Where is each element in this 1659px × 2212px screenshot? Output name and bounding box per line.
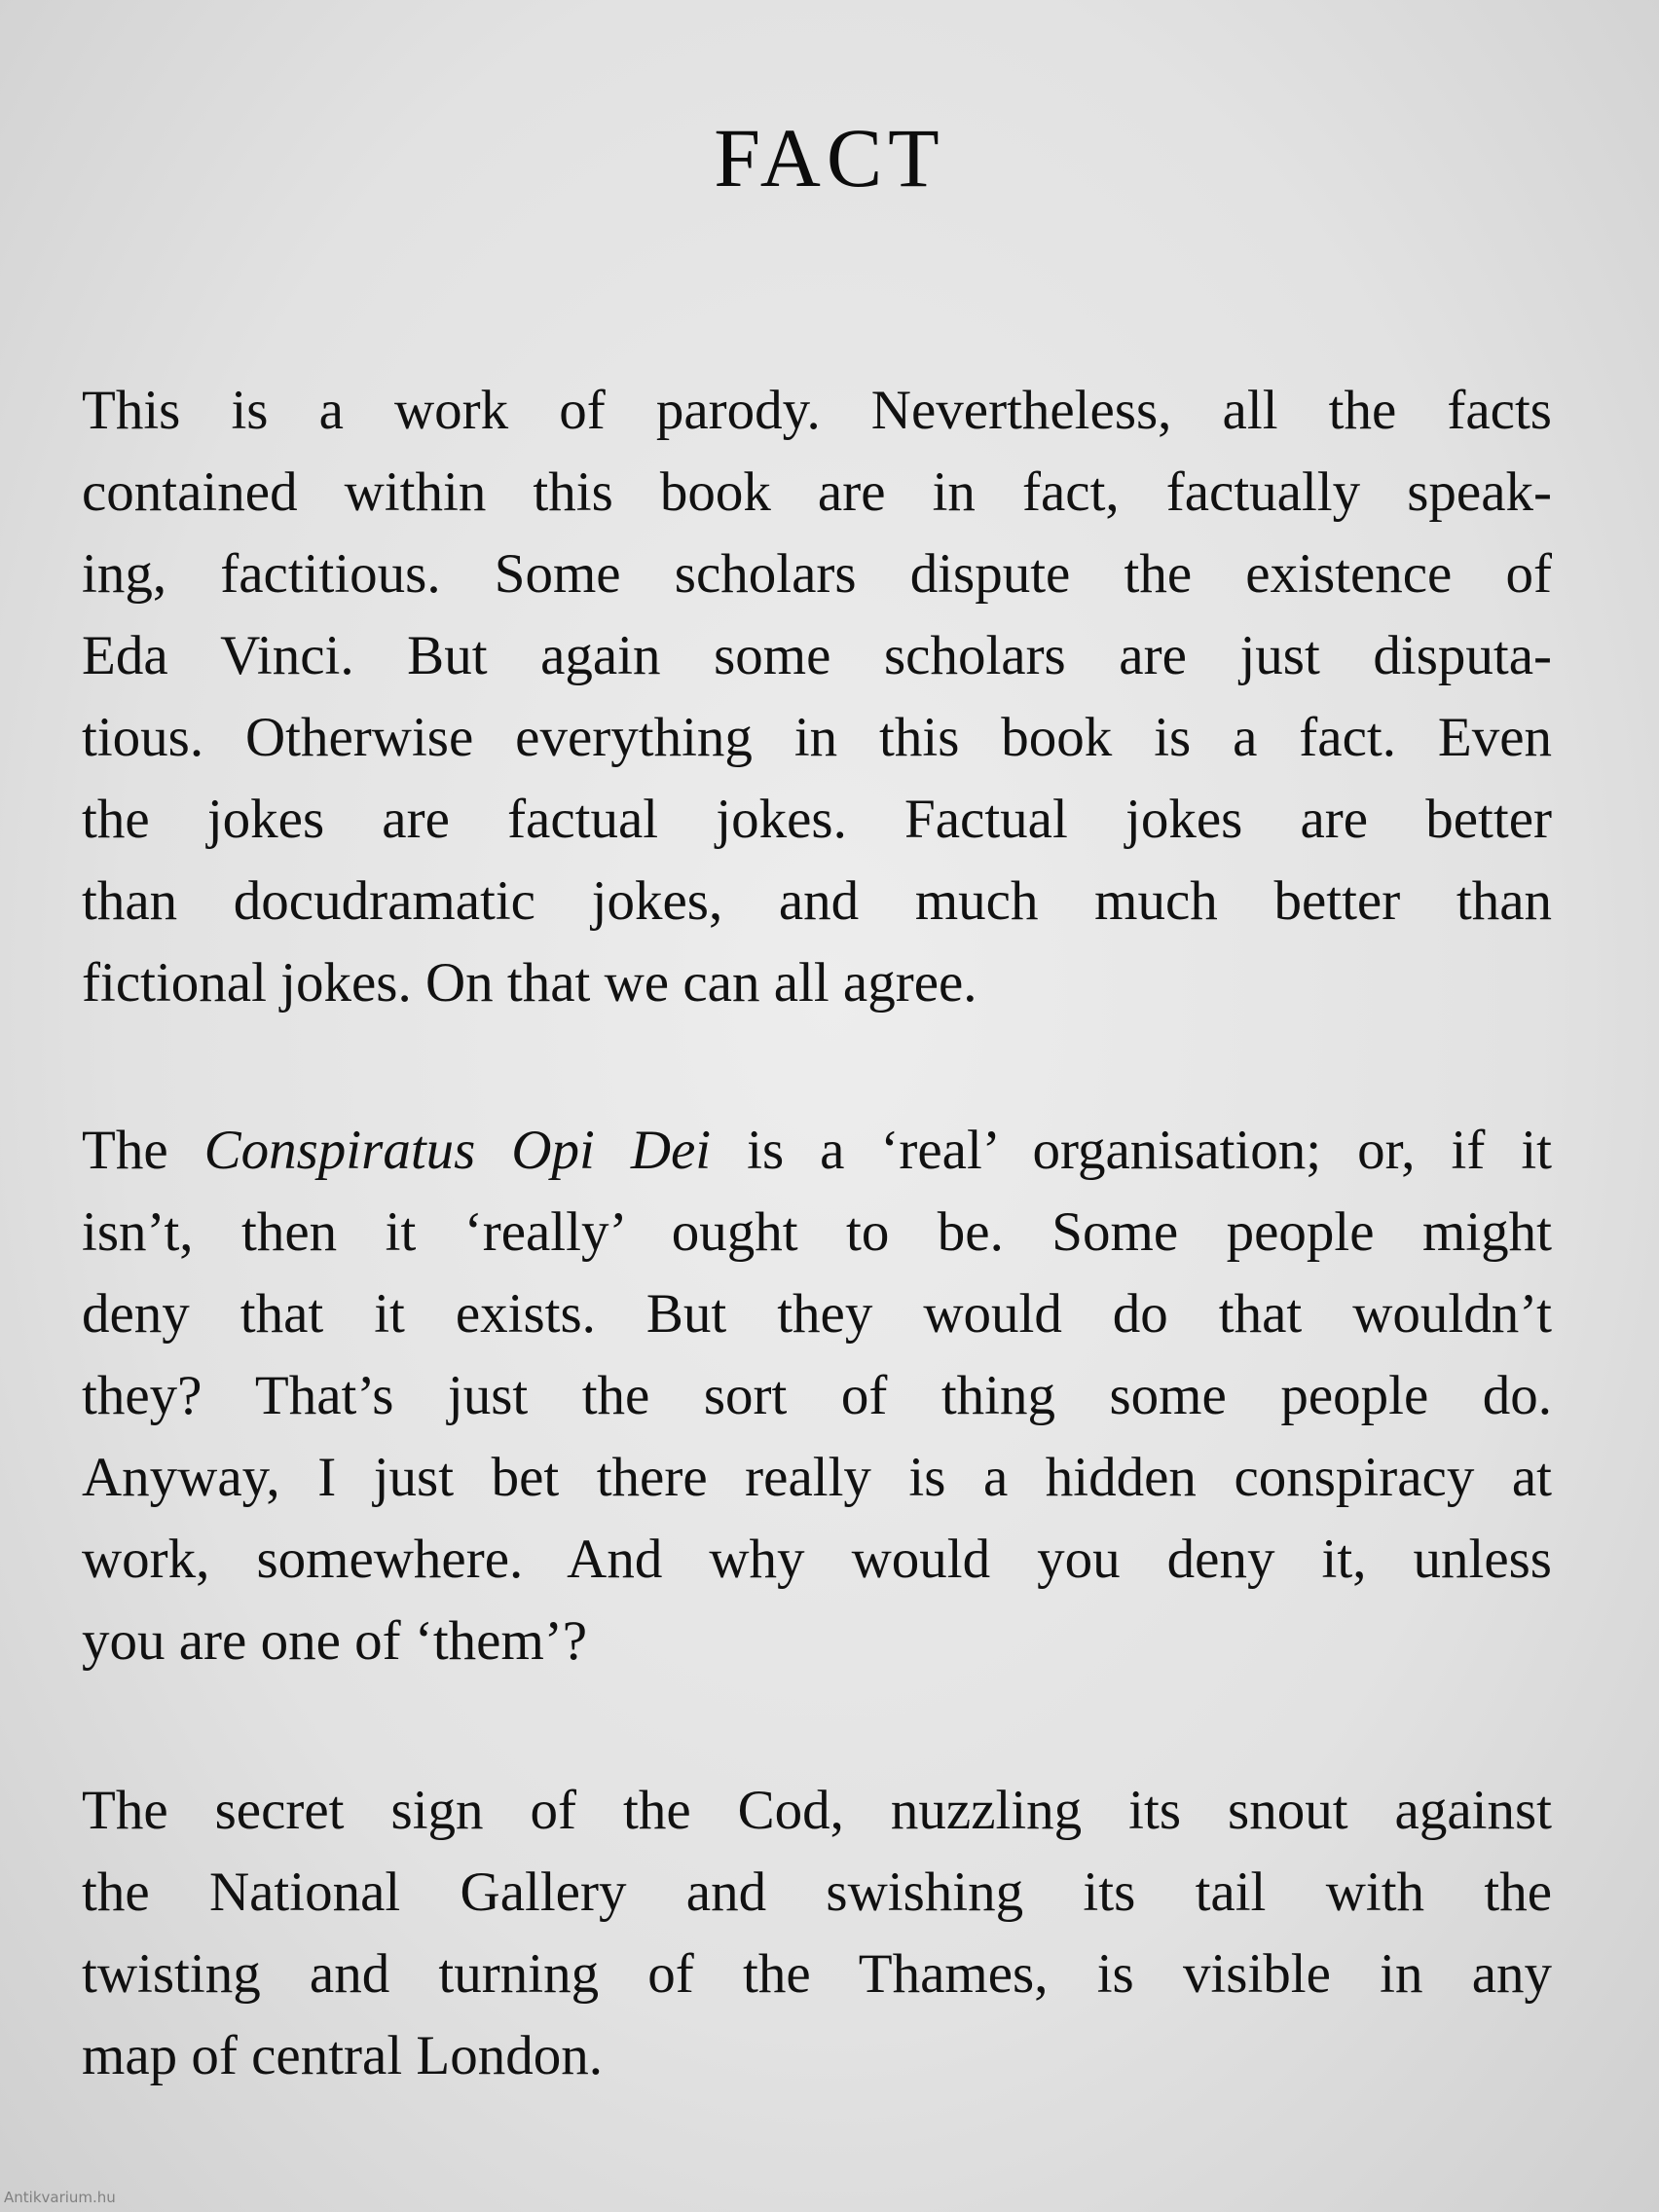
text-line: Eda Vinci. But again some scholars are just disputa-	[82, 625, 1552, 686]
text-line: This is a work of parody. Nevertheless, all the facts	[82, 380, 1552, 441]
text-line: ing, factitious. Some scholars dispute the existence of	[82, 543, 1552, 605]
text-line: the National Gallery and swishing its tail with the	[82, 1862, 1552, 1923]
text-line: Anyway, I just bet there really is a hidden conspiracy at	[82, 1447, 1552, 1508]
text-line: map of central London.	[82, 2025, 603, 2086]
text-prefix: The	[82, 1120, 204, 1181]
text-line: deny that it exists. But they would do that wouldn’t	[82, 1283, 1552, 1345]
paragraph-cod	[82, 1770, 1552, 2097]
text-line: isn’t, then it ‘really’ ought to be. Some people might	[82, 1201, 1552, 1263]
page-title: FACT	[714, 111, 945, 204]
text-line: they? That’s just the sort of thing some people do.	[82, 1365, 1552, 1426]
text-line: you are one of ‘them’?	[82, 1610, 588, 1672]
italic-organisation-name: Conspiratus Opi Dei	[203, 1120, 712, 1181]
watermark: Antikvarium.hu	[4, 2189, 116, 2206]
paragraph-parody	[82, 370, 1552, 1024]
text-line-first	[82, 1110, 1552, 1192]
text-suffix: is a ‘real’ organisation; or, if it	[711, 1120, 1552, 1181]
text-line: contained within this book are in fact, factually speak-	[82, 461, 1552, 523]
paragraph-conspiratus	[82, 1110, 1552, 1682]
text-line: work, somewhere. And why would you deny it, unless	[82, 1529, 1552, 1590]
text-line: tious. Otherwise everything in this book is a fact. Even	[82, 707, 1552, 768]
text-line: the jokes are factual jokes. Factual jokes are better	[82, 789, 1552, 850]
text-line: twisting and turning of the Thames, is visible in any	[82, 1943, 1552, 2005]
text-line: than docudramatic jokes, and much much better than	[82, 870, 1552, 932]
text-line: fictional jokes. On that we can all agree.	[82, 952, 977, 1014]
text-line: The secret sign of the Cod, nuzzling its snout against	[82, 1780, 1552, 1841]
